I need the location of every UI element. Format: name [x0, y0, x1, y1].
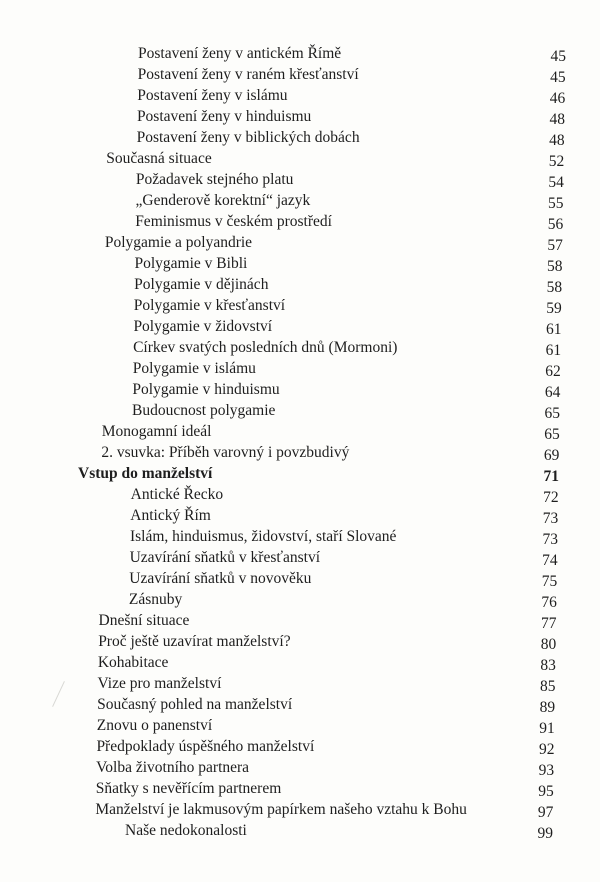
toc-entry-title: Postavení ženy v raném křesťanství — [137, 66, 359, 83]
toc-entry — [0, 274, 600, 295]
toc-entry — [0, 106, 600, 127]
toc-entry-title: Předpoklady úspěšného manželství — [96, 738, 315, 755]
toc-entry-page: 64 — [544, 384, 561, 401]
toc-entry-title: Současná situace — [106, 150, 212, 167]
toc-entry — [0, 295, 600, 316]
toc-entry-page: 45 — [550, 69, 566, 86]
toc-entry-page: 92 — [538, 741, 555, 758]
toc-entry-page: 58 — [546, 279, 563, 296]
toc-entry-title: Znovu o panenství — [96, 717, 213, 734]
toc-entry-title: Proč ještě uzavírat manželství? — [98, 633, 291, 650]
toc-entry-title: 2. vsuvka: Příběh varovný i povzbudivý — [101, 444, 350, 461]
toc-entry-page: 57 — [547, 237, 563, 254]
toc-entry — [0, 253, 600, 274]
toc-entry — [0, 127, 600, 148]
toc-entry — [0, 316, 600, 337]
toc-entry-page: 73 — [542, 510, 559, 527]
toc-entry-title: Uzavírání sňatků v novověku — [129, 570, 312, 587]
toc-entry-title: Polygamie v islámu — [132, 360, 256, 377]
toc-entry-page: 95 — [538, 783, 554, 800]
toc-entry-page: 52 — [548, 153, 565, 170]
toc-entry-page: 75 — [541, 573, 558, 590]
toc-entry-page: 76 — [541, 594, 557, 611]
toc-entry-page: 69 — [543, 447, 560, 464]
toc-entry — [0, 337, 600, 358]
toc-entry-page: 54 — [548, 174, 564, 191]
toc-entry-page: 65 — [544, 426, 560, 443]
toc-entry — [0, 442, 600, 463]
toc-entry-page: 93 — [538, 762, 555, 779]
toc-entry-title: Sňatky s nevěřícím partnerem — [95, 780, 282, 797]
toc-entry — [0, 631, 600, 652]
toc-entry-title: Islám, hinduismus, židovství, staří Slované — [129, 528, 397, 545]
toc-entry-title: Uzavírání sňatků v křesťanství — [129, 549, 321, 566]
toc-entry-page: 99 — [537, 825, 554, 842]
toc-entry-title: Polygamie a polyandrie — [104, 234, 253, 251]
toc-entry-title: Monogamní ideál — [101, 423, 212, 440]
toc-entry-title: Budoucnost polygamie — [132, 402, 276, 419]
toc-entry-title: Postavení ženy v islámu — [137, 87, 288, 104]
toc-entry-page: 55 — [548, 195, 564, 212]
toc-entry-page: 74 — [542, 552, 558, 569]
toc-entry — [0, 232, 600, 253]
toc-entry-page: 48 — [549, 132, 565, 149]
toc-entry — [0, 379, 600, 400]
toc-entry — [0, 757, 600, 778]
toc-entry-page: 56 — [547, 216, 564, 233]
toc-entry — [0, 715, 600, 736]
toc-entry-title: Zásnuby — [128, 591, 183, 608]
toc-entry-title: Polygamie v Bibli — [134, 255, 248, 272]
toc-entry — [0, 673, 600, 694]
toc-entry-title: Antické Řecko — [130, 486, 224, 503]
toc-entry-title: Manželství je lakmusovým papírkem našeho vztahu k Bohu — [95, 801, 467, 818]
toc-entry — [0, 43, 600, 64]
toc-entry — [0, 820, 600, 841]
toc-entry — [0, 547, 600, 568]
toc-entry-title: Feminismus v českém prostředí — [135, 213, 332, 230]
toc-entry — [0, 85, 600, 106]
toc-entry — [0, 64, 600, 85]
toc-entry-title: Vize pro manželství — [97, 675, 222, 692]
toc-entry — [0, 589, 600, 610]
toc-entry-page: 61 — [545, 342, 562, 359]
toc-entry-page: 62 — [545, 363, 561, 380]
toc-entry-title: Církev svatých posledních dnů (Mormoni) — [133, 339, 398, 356]
toc-entry-page: 65 — [544, 405, 561, 422]
toc-entry-page: 45 — [550, 48, 566, 65]
toc-entry-title: Antický Řím — [130, 507, 211, 524]
toc-entry — [0, 358, 600, 379]
toc-entry-title: Kohabitace — [97, 654, 169, 671]
toc-entry — [0, 778, 600, 799]
toc-entry — [0, 211, 600, 232]
toc-entry-page: 59 — [546, 300, 562, 317]
toc-entry-page: 85 — [540, 678, 556, 695]
toc-entry-title: Polygamie v dějinách — [134, 276, 269, 293]
toc-entry-page: 80 — [540, 636, 557, 653]
toc-entry — [0, 610, 600, 631]
toc-entry — [0, 736, 600, 757]
toc-entry-title: Postavení ženy v antickém Římě — [138, 45, 342, 62]
toc-entry-page: 46 — [549, 90, 566, 107]
toc-entry-title: Dnešní situace — [98, 612, 190, 629]
toc-entry-page: 89 — [539, 699, 556, 716]
toc-entry-title: Polygamie v židovství — [133, 318, 273, 335]
toc-entry — [0, 169, 600, 190]
toc-entry — [0, 463, 600, 484]
toc-entry-title: Polygamie v křesťanství — [133, 297, 286, 314]
toc-entry — [0, 652, 600, 673]
toc-entry-title: Polygamie v hinduismu — [132, 381, 280, 398]
toc-entry — [0, 400, 600, 421]
toc-entry — [0, 568, 600, 589]
toc-entry-title: Současný pohled na manželství — [97, 696, 293, 713]
toc-entry-title: Volba životního partnera — [96, 759, 250, 776]
toc-entry — [0, 799, 600, 820]
toc-entry-title: Postavení ženy v hinduismu — [136, 108, 312, 125]
toc-entry-page: 72 — [543, 489, 559, 506]
toc-entry — [0, 526, 600, 547]
toc-entry — [0, 421, 600, 442]
toc-entry — [0, 148, 600, 169]
toc-entry — [0, 694, 600, 715]
toc-entry-page: 83 — [540, 657, 556, 674]
toc-entry-title: „Genderově korektní“ jazyk — [135, 192, 311, 209]
toc-entry-page: 48 — [549, 111, 565, 128]
toc-entry-page: 73 — [542, 531, 558, 548]
toc-entry — [0, 505, 600, 526]
toc-entry-page: 97 — [537, 804, 554, 821]
toc-entry-page: 91 — [539, 720, 555, 737]
toc-entry-title: Vstup do manželství — [78, 465, 213, 482]
toc-entry-page: 77 — [541, 615, 557, 632]
toc-entry-title: Požadavek stejného platu — [135, 171, 294, 188]
toc-entry — [0, 484, 600, 505]
toc-entry-page: 71 — [543, 468, 559, 485]
toc-entry — [0, 190, 600, 211]
toc-entry-page: 61 — [545, 321, 562, 338]
toc-entry-title: Naše nedokonalosti — [125, 822, 247, 839]
toc-entry-title: Postavení ženy v biblických dobách — [136, 129, 360, 146]
toc-entry-page: 58 — [547, 258, 563, 275]
